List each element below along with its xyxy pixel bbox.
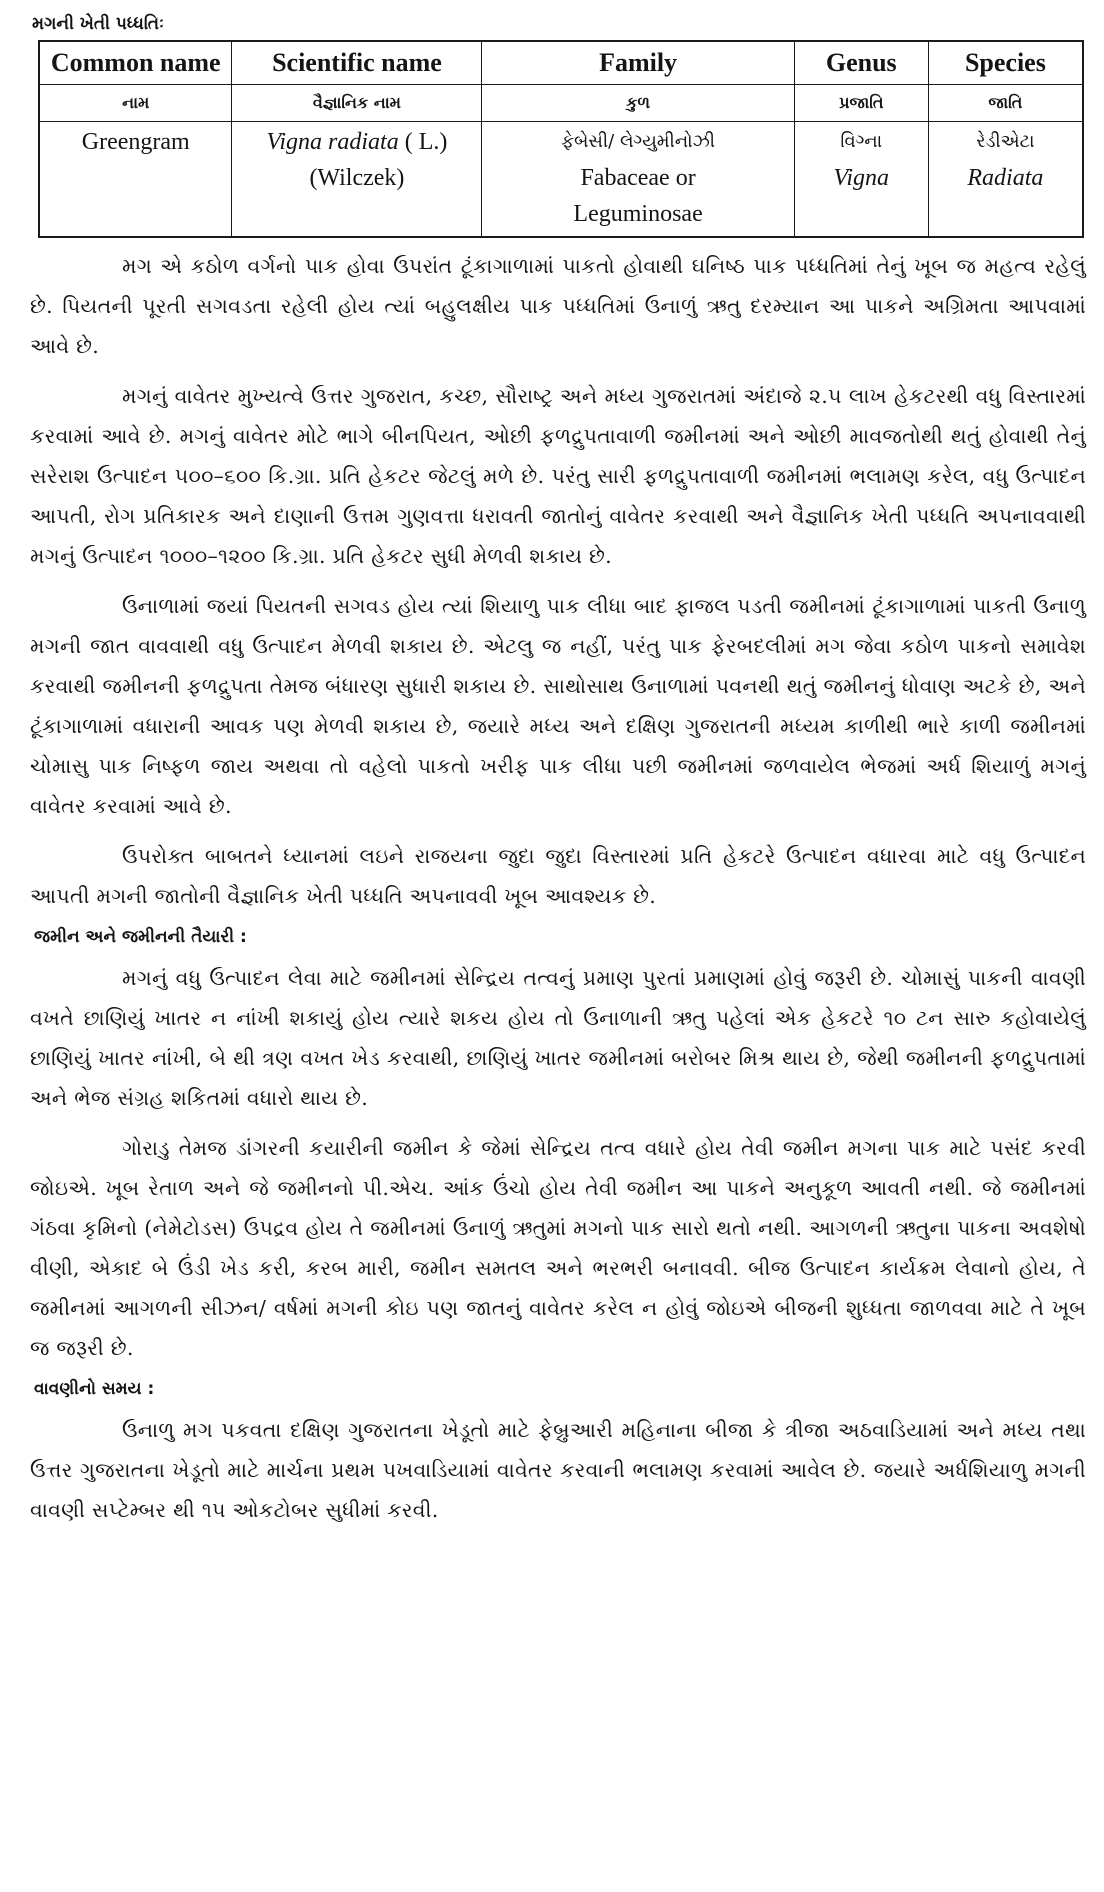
cell-genus	[794, 122, 928, 238]
header-genus-gu: પ્રજાતિ	[794, 85, 928, 122]
land-paragraph-1: મગનું વધુ ઉત્પાદન લેવા માટે જમીનમાં સેન્દ્રિય તત્વનું પ્રમાણ પુરતાં પ્રમાણમાં હોવું જરૂરી છે. ચોમાસું પાકની વાવણી વખતે છાણિયું ખાતર ન નાંખી શકાયું હોય ત્યારે શકય હોય તો ઉનાળાની ઋતુ પહેલાં એક હેકટરે ૧૦ ટન સારુ કહોવાયેલું છાણિયું ખાતર નાંખી, બે થી ત્રણ વખત ખેડ કરવાથી, છાણિયું ખાતર જમીનમાં બરોબર મિશ્ર થાય છે, જેથી જમીનની ફળદ્રુપતામાં અને ભેજ સંગ્રહ શકિતમાં વધારો થાય છે.	[30, 966, 1086, 1110]
intro-paragraph-2: મગનું વાવેતર મુખ્યત્વે ઉત્તર ગુજરાત, કચ્છ, સૌરાષ્ટ્ર અને મધ્ય ગુજરાતમાં અંદાજે ૨.૫ લાખ હેકટરથી વધુ વિસ્તારમાં કરવામાં આવે છે. મગનું વાવેતર મોટે ભાગે બીનપિયત, ઓછી ફળદ્રુપતાવાળી જમીનમાં અને ઓછી માવજતોથી થતું હોવાથી તેનું સરેરાશ ઉત્પાદન ૫૦૦–૬૦૦ કિ.ગ્રા. પ્રતિ હેકટર જેટલું મળે છે. પરંતુ સારી ફળદ્રુપતાવાળી જમીનમાં ભલામણ કરેલ, વધુ ઉત્પાદન આપતી, રોગ પ્રતિકારક અને દાણાની ઉત્તમ ગુણવત્તા ધરાવતી જાતોનું વાવેતર કરવાથી અને વૈજ્ઞાનિક ખેતી પધ્ધતિ અપનાવવાથી મગનું ઉત્પાદન ૧૦૦૦–૧૨૦૦ કિ.ગ્રા. પ્રતિ હેકટર સુધી મેળવી શકાય છે.	[30, 384, 1086, 568]
header-scientific-name-gu: વૈજ્ઞાનિક નામ	[232, 85, 482, 122]
intro-paragraph-4: ઉપરોક્ત બાબતને ધ્યાનમાં લઇને રાજયના જુદા જુદા વિસ્તારમાં પ્રતિ હેકટરે ઉત્પાદન વધારવા માટે વધુ ઉત્પાદન આપતી મગની જાતોની વૈજ્ઞાનિક ખેતી પધ્ધતિ અપનાવવી ખૂબ આવશ્યક છે.	[30, 844, 1086, 908]
section-heading-land: જમીન અને જમીનની તૈયારી :	[34, 927, 247, 947]
table-header-row-gujarati	[39, 85, 1083, 122]
scientific-name-author: (Wilczek)	[309, 165, 405, 191]
header-family-gu: કુળ	[482, 85, 794, 122]
header-family: Family	[482, 41, 794, 85]
sowing-paragraph-1: ઉનાળુ મગ પકવતા દક્ષિણ ગુજરાતના ખેડૂતો માટે ફેબ્રુઆરી મહિનાના બીજા કે ત્રીજા અઠવાડિયામાં અને મધ્ય તથા ઉત્તર ગુજરાતના ખેડૂતો માટે માર્ચના પ્રથમ પખવાડિયામાં વાવેતર કરવાની ભલામણ કરવામાં આવેલ છે. જયારે અર્ધશિયાળુ મગની વાવણી સપ્ટેમ્બર થી ૧૫ ઓકટોબર સુધીમાં કરવી.	[30, 1418, 1086, 1522]
section-heading-sowing: વાવણીનો સમય :	[34, 1379, 155, 1399]
header-common-name: Common name	[39, 41, 232, 85]
cell-common-name	[39, 122, 232, 238]
species-gujarati: રેડીએટા	[976, 131, 1035, 152]
crop-classification-table	[38, 40, 1084, 238]
scientific-name-suffix: ( L.)	[398, 129, 448, 155]
common-name-value: Greengram	[81, 129, 190, 155]
header-species: Species	[928, 41, 1083, 85]
family-english-line2: Leguminosae	[573, 201, 703, 227]
family-gujarati: ફેબેસી/ લેગ્યુમીનોઝી	[561, 131, 716, 152]
header-scientific-name: Scientific name	[232, 41, 482, 85]
cell-species	[928, 122, 1083, 238]
table-row	[39, 122, 1083, 238]
land-paragraph-2: ગોરાડુ તેમજ ડાંગરની કયારીની જમીન કે જેમાં સેન્દ્રિય તત્વ વધારે હોય તેવી જમીન મગના પાક માટે પસંદ કરવી જોઇએ. ખૂબ રેતાળ અને જે જમીનનો પી.એચ. આંક ઉંચો હોય તેવી જમીન આ પાકને અનુકૂળ આવતી નથી. જે જમીનમાં ગંઠવા કૃમિનો (નેમેટોડસ) ઉપદ્રવ હોય તે જમીનમાં ઉનાળું ઋતુમાં મગનો પાક સારો થતો નથી. આગળની ઋતુના પાકના અવશેષો વીણી, એકાદ બે ઉંડી ખેડ કરી, કરબ મારી, જમીન સમતલ અને ભરભરી બનાવવી. બીજ ઉત્પાદન કાર્યક્રમ લેવાનો હોય, તે જમીનમાં આગળની સીઝન/ વર્ષમાં મગની કોઇ પણ જાતનું વાવેતર કરેલ ન હોવું જોઇએ બીજની શુધ્ધતા જાળવવા માટે તે ખૂબ જ જરૂરી છે.	[30, 1136, 1086, 1360]
cell-scientific-name	[232, 122, 482, 238]
intro-paragraph-1: મગ એ કઠોળ વર્ગનો પાક હોવા ઉપરાંત ટૂંકાગાળામાં પાકતો હોવાથી ઘનિષ્ઠ પાક પધ્ધતિમાં તેનું ખૂબ જ મહત્વ રહેલું છે. પિયતની પૂરતી સગવડતા રહેલી હોય ત્યાં બહુલક્ષીય પાક પધ્ધતિમાં ઉનાળું ઋતુ દરમ્યાન આ પાકને અગ્રિમતા આપવામાં આવે છે.	[30, 254, 1086, 358]
page-title: મગની ખેતી પધ્ધતિઃ	[32, 14, 164, 34]
cell-family	[482, 122, 794, 238]
table-header-row-english	[39, 41, 1083, 85]
header-genus: Genus	[794, 41, 928, 85]
header-species-gu: જાતિ	[928, 85, 1083, 122]
species-english: Radiata	[967, 165, 1044, 191]
genus-gujarati: વિગ્ના	[840, 131, 883, 152]
intro-paragraph-3: ઉનાળામાં જયાં પિયતની સગવડ હોય ત્યાં શિયાળુ પાક લીધા બાદ ફાજલ પડતી જમીનમાં ટૂંકાગાળામાં પાકતી ઉનાળુ મગની જાત વાવવાથી વધુ ઉત્પાદન મેળવી શકાય છે. એટલુ જ નહીં, પરંતુ પાક ફેરબદલીમાં મગ જેવા કઠોળ પાકનો સમાવેશ કરવાથી જમીનની ફળદ્રુપતા તેમજ બંધારણ સુધારી શકાય છે. સાથોસાથ ઉનાળામાં પવનથી થતું જમીનનું ધોવાણ અટકે છે, અને ટૂંકાગાળામાં વધારાની આવક પણ મેળવી શકાય છે, જયારે મધ્ય અને દક્ષિણ ગુજરાતની મધ્યમ કાળીથી ભારે કાળી જમીનમાં ચોમાસુ પાક નિષ્ફળ જાય અથવા તો વહેલો પાકતો ખરીફ પાક લીધા પછી જમીનમાં જળવાયેલ ભેજમાં અર્ધ શિયાળું મગનું વાવેતર કરવામાં આવે છે.	[30, 594, 1086, 818]
genus-english: Vigna	[833, 165, 890, 191]
header-common-name-gu: નામ	[39, 85, 232, 122]
family-english-line1: Fabaceae or	[580, 165, 696, 191]
scientific-name-italic: Vigna radiata	[266, 129, 399, 155]
